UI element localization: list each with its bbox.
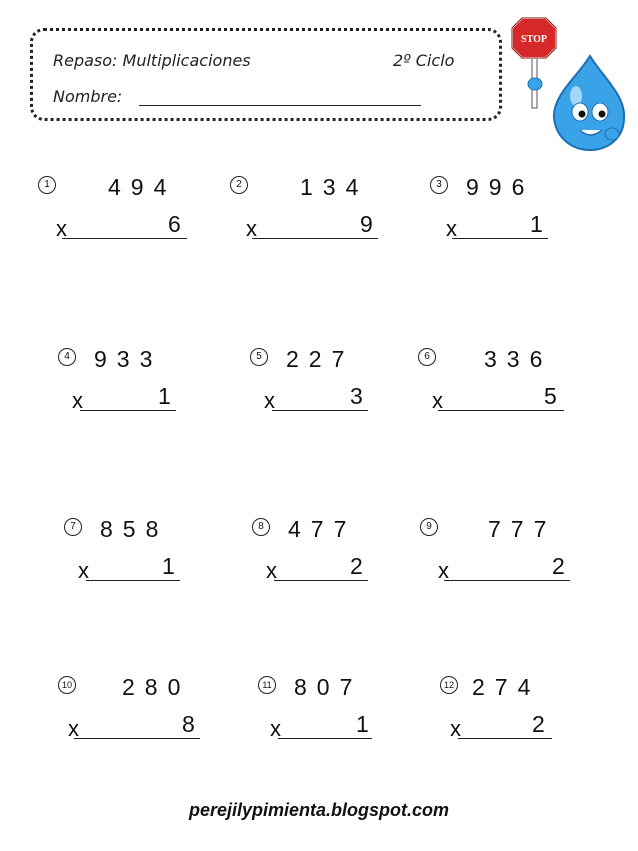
answer-line[interactable]	[278, 738, 372, 739]
multiplication-problem	[64, 518, 224, 598]
problem-number-badge: 2	[230, 176, 248, 194]
multiplier: 1	[530, 211, 543, 237]
times-symbol: x	[270, 716, 281, 741]
problem-number-badge: 7	[64, 518, 82, 536]
multiplier: 1	[356, 711, 369, 737]
header-box	[30, 28, 502, 121]
multiplicand: 807	[294, 674, 363, 700]
multiplier: 3	[350, 383, 363, 409]
multiplier: 8	[182, 711, 195, 737]
multiplier: 1	[158, 383, 171, 409]
multiplication-problem	[440, 676, 600, 756]
answer-line[interactable]	[458, 738, 552, 739]
times-symbol: x	[56, 216, 67, 241]
answer-line[interactable]	[252, 238, 378, 239]
problem-number-badge: 3	[430, 176, 448, 194]
times-symbol: x	[450, 716, 461, 741]
times-symbol: x	[264, 388, 275, 413]
times-symbol: x	[438, 558, 449, 583]
times-symbol: x	[246, 216, 257, 241]
multiplicand: 280	[122, 674, 191, 700]
multiplier: 2	[532, 711, 545, 737]
multiplicand: 494	[108, 174, 177, 200]
answer-line[interactable]	[62, 238, 187, 239]
multiplicand: 996	[466, 174, 535, 200]
times-symbol: x	[432, 388, 443, 413]
multiplier: 2	[552, 553, 565, 579]
multiplicand: 336	[484, 346, 553, 372]
problem-number-badge: 8	[252, 518, 270, 536]
water-drop-mascot-icon	[508, 14, 628, 154]
multiplication-problem	[252, 518, 412, 598]
answer-line[interactable]	[444, 580, 570, 581]
multiplicand: 274	[472, 674, 541, 700]
times-symbol: x	[78, 558, 89, 583]
multiplication-problem	[38, 176, 198, 256]
problem-number-badge: 1	[38, 176, 56, 194]
multiplicand: 134	[300, 174, 369, 200]
multiplier: 9	[360, 211, 373, 237]
worksheet-title: Repaso: Multiplicaciones	[53, 51, 251, 70]
multiplier: 1	[162, 553, 175, 579]
multiplication-problem	[418, 348, 578, 428]
times-symbol: x	[68, 716, 79, 741]
answer-line[interactable]	[80, 410, 176, 411]
problem-number-badge: 12	[440, 676, 458, 694]
problem-number-badge: 6	[418, 348, 436, 366]
multiplication-problem	[258, 676, 418, 756]
problem-number-badge: 11	[258, 676, 276, 694]
answer-line[interactable]	[452, 238, 548, 239]
stop-sign-text: STOP	[521, 34, 547, 45]
answer-line[interactable]	[438, 410, 564, 411]
multiplication-problem	[58, 676, 218, 756]
problem-number-badge: 4	[58, 348, 76, 366]
multiplicand: 777	[488, 516, 557, 542]
name-label: Nombre:	[53, 87, 123, 106]
answer-line[interactable]	[86, 580, 180, 581]
multiplicand: 477	[288, 516, 357, 542]
multiplication-problem	[420, 518, 580, 598]
multiplicand: 858	[100, 516, 169, 542]
times-symbol: x	[266, 558, 277, 583]
answer-line[interactable]	[272, 410, 368, 411]
multiplier: 6	[168, 211, 181, 237]
multiplication-problem	[58, 348, 218, 428]
multiplication-problem	[430, 176, 590, 256]
multiplier: 5	[544, 383, 557, 409]
problem-number-badge: 9	[420, 518, 438, 536]
cycle-label: 2º Ciclo	[393, 51, 455, 70]
times-symbol: x	[72, 388, 83, 413]
multiplicand: 227	[286, 346, 355, 372]
multiplicand: 933	[94, 346, 163, 372]
answer-line[interactable]	[74, 738, 200, 739]
times-symbol: x	[446, 216, 457, 241]
answer-line[interactable]	[274, 580, 368, 581]
multiplication-problem	[230, 176, 390, 256]
footer-site-url: perejilypimienta.blogspot.com	[188, 800, 450, 820]
multiplication-problem	[250, 348, 410, 428]
problem-number-badge: 10	[58, 676, 76, 694]
name-write-line[interactable]	[139, 105, 421, 106]
multiplier: 2	[350, 553, 363, 579]
problem-number-badge: 5	[250, 348, 268, 366]
